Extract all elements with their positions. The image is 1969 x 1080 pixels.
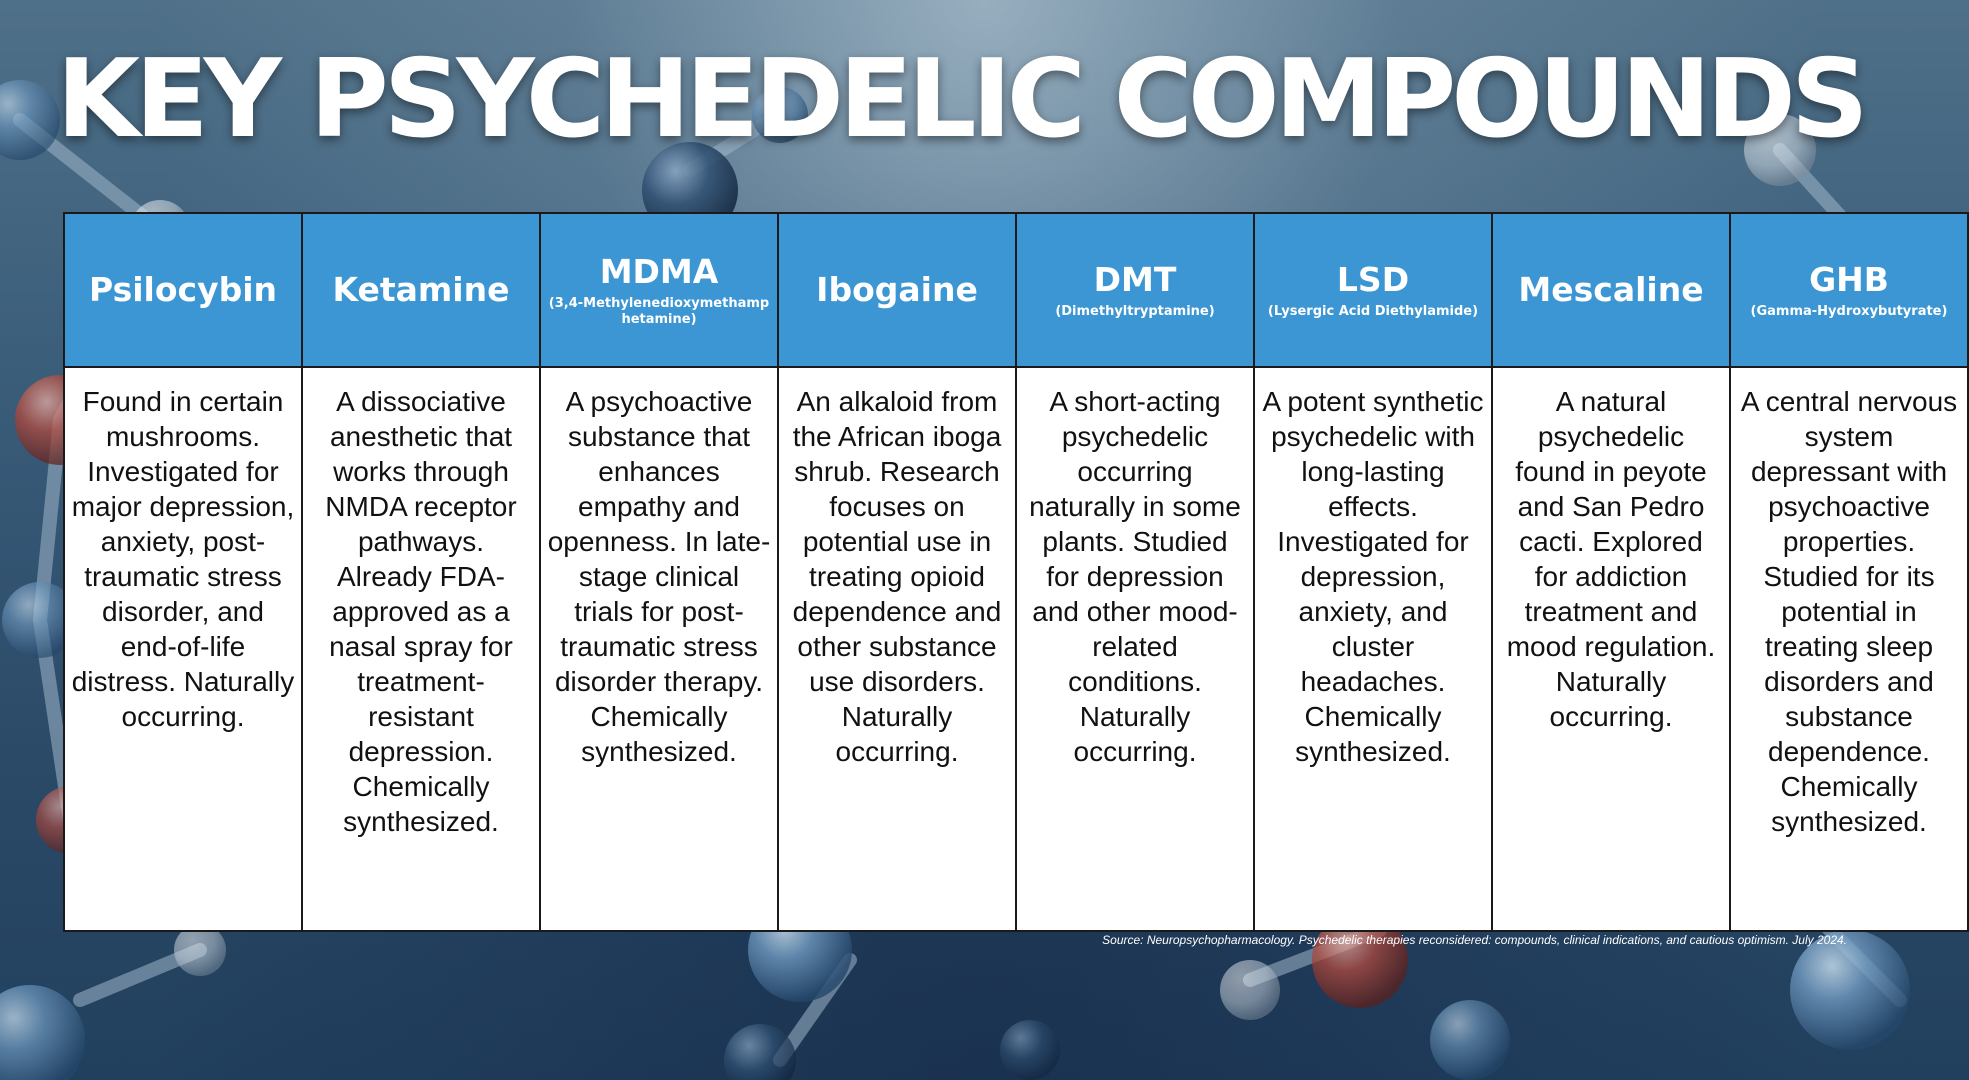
header-mescaline <box>1492 213 1730 367</box>
compound-name: MDMA <box>599 252 719 291</box>
compounds-table <box>63 212 1958 932</box>
description-lsd: A potent synthetic psychedelic with long-lasting effects. Investigated for depression, anxiety, and cluster headaches. Chemically synthesized. <box>1254 367 1492 931</box>
table-body-row <box>64 367 1968 931</box>
description-psilocybin: Found in certain mushrooms. Investigated for major depression, anxiety, post-traumatic stress disorder, and end-of-life distress. Naturally occurring. <box>64 367 302 931</box>
compound-fullname: (3,4-Methylenedioxymethamphetamine) <box>548 296 770 327</box>
description-mescaline: A natural psychedelic found in peyote and San Pedro cacti. Explored for addiction treatment and mood regulation. Naturally occurring. <box>1492 367 1730 931</box>
compound-name: Ibogaine <box>816 270 978 309</box>
description-ketamine: A dissociative anesthetic that works through NMDA receptor pathways. Already FDA-approved as a nasal spray for treatment-resistant depression. Chemically synthesized. <box>302 367 540 931</box>
compound-name: Ketamine <box>332 270 510 309</box>
page-title: KEY PSYCHEDELIC COMPOUNDS <box>56 37 1864 162</box>
compound-name: LSD <box>1336 260 1410 299</box>
description-ghb: A central nervous system depressant with psychoactive properties. Studied for its potential in treating sleep disorders and substance dependence. Chemically synthesized. <box>1730 367 1968 931</box>
compound-name: Psilocybin <box>88 270 278 309</box>
compound-fullname: (Dimethyltryptamine) <box>1055 304 1215 319</box>
description-ibogaine: An alkaloid from the African iboga shrub. Research focuses on potential use in treating opioid dependence and other substance use disorders. Naturally occurring. <box>778 367 1016 931</box>
description-mdma: A psychoactive substance that enhances empathy and openness. In late-stage clinical trials for post-traumatic stress disorder therapy. Chemically synthesized. <box>540 367 778 931</box>
compound-name: Mescaline <box>1518 270 1704 309</box>
header-ketamine <box>302 213 540 367</box>
source-citation: Source: Neuropsychopharmacology. Psychedelic therapies reconsidered: compounds, clinical indications, and cautious optimism. July 2024. <box>1102 933 1847 947</box>
compound-name: GHB <box>1809 260 1889 299</box>
description-dmt: A short-acting psychedelic occurring naturally in some plants. Studied for depression and other mood-related conditions. Naturally occurring. <box>1016 367 1254 931</box>
header-mdma <box>540 213 778 367</box>
header-dmt <box>1016 213 1254 367</box>
compound-fullname: (Lysergic Acid Diethylamide) <box>1267 304 1479 319</box>
table-header-row <box>64 213 1968 367</box>
header-ghb <box>1730 213 1968 367</box>
compound-fullname: (Gamma-Hydroxybutyrate) <box>1750 304 1948 319</box>
header-ibogaine <box>778 213 1016 367</box>
compound-name: DMT <box>1093 260 1177 299</box>
header-lsd <box>1254 213 1492 367</box>
header-psilocybin <box>64 213 302 367</box>
